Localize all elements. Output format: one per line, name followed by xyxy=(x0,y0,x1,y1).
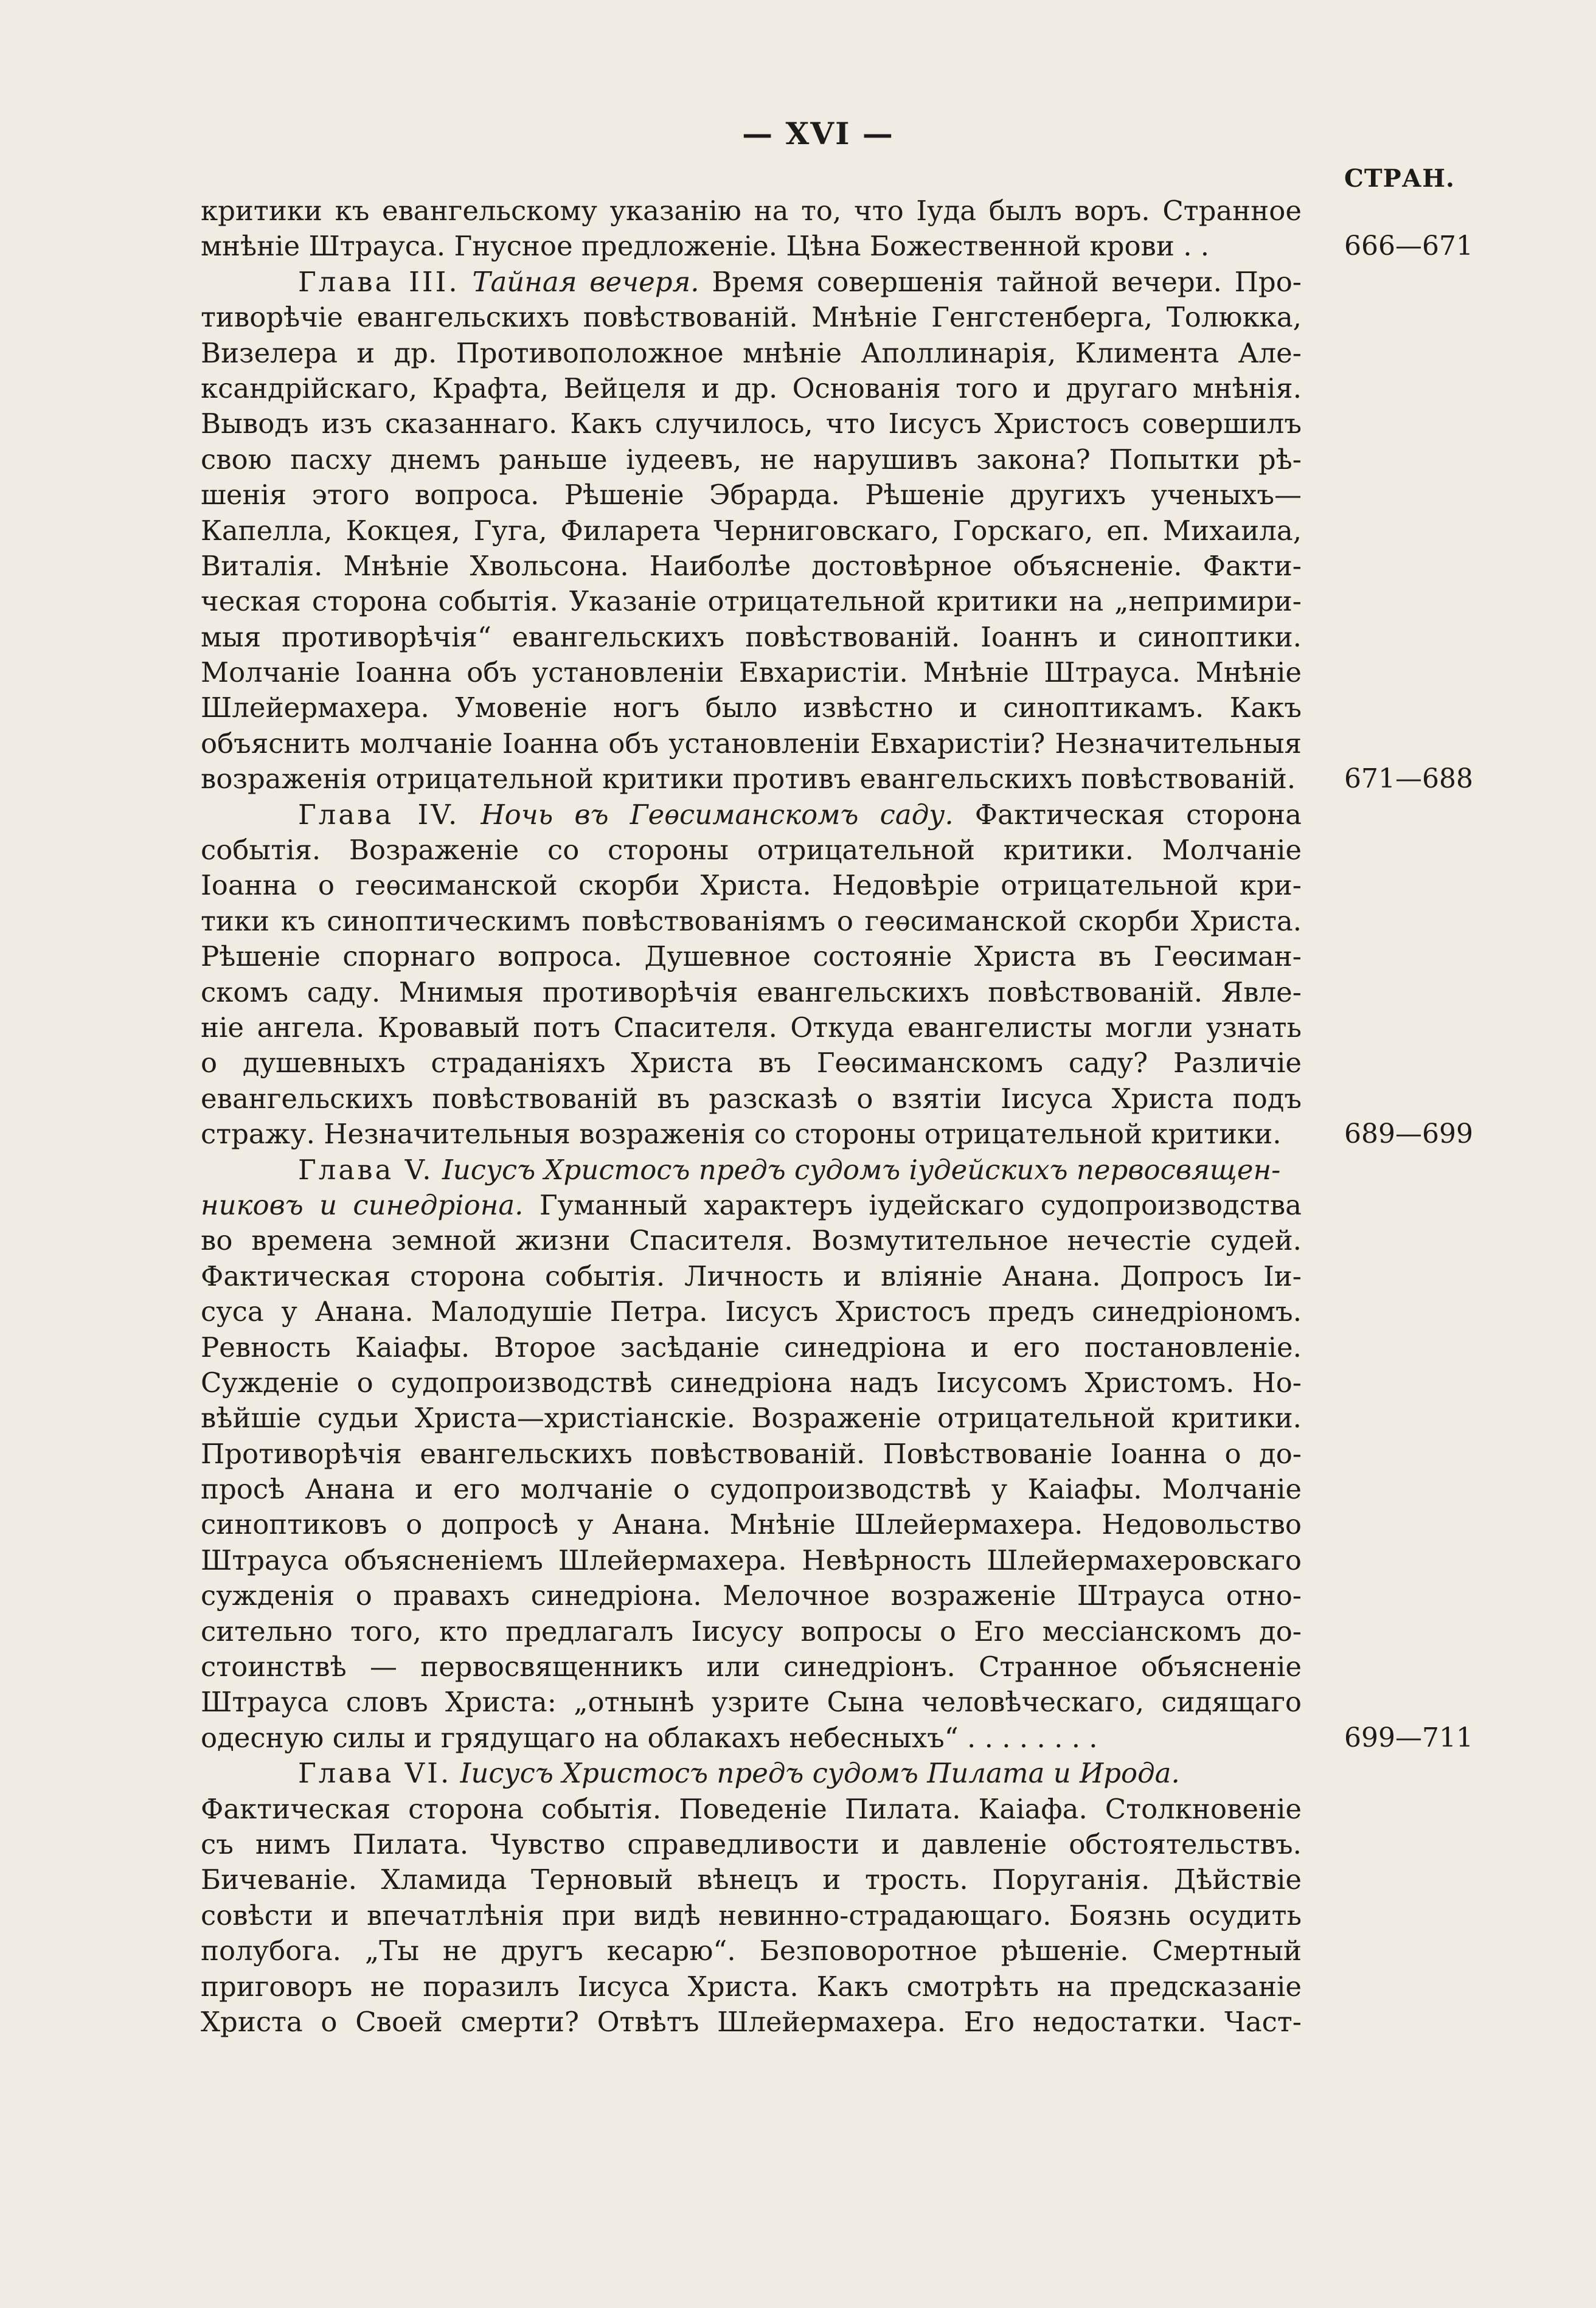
line-text: шенія этого вопроса. Рѣшеніе Эбрарда. Рѣшеніе другихъ ученыхъ— xyxy=(201,479,1302,511)
text-line xyxy=(201,1188,1302,1223)
line-text: Ревность Каіафы. Второе засѣданіе синедріона и его постановленіе. xyxy=(201,1331,1302,1364)
chapter-label: Глава V. xyxy=(298,1153,434,1186)
line-text: Молчаніе Іоанна объ установленіи Евхаристіи. Мнѣніе Штрауса. Мнѣніе xyxy=(201,656,1302,689)
page-range: 666—671 xyxy=(1344,230,1473,262)
page-number: — XVI — xyxy=(742,116,894,151)
line-text: одесную силы и грядущаго на облакахъ небесныхъ“ . . . . . . . . xyxy=(201,1721,1098,1754)
text-line xyxy=(201,1685,1302,1720)
line-text: суса у Анана. Малодушіе Петра. Іисусъ Христосъ предъ синедріономъ. xyxy=(201,1295,1302,1328)
line-text: событія. Возраженіе со стороны отрицательной критики. Молчаніе xyxy=(201,834,1302,867)
page-range: 699—711 xyxy=(1344,1722,1473,1753)
pages-column-label: СТРАН. xyxy=(1344,164,1455,193)
text-line xyxy=(201,1401,1302,1436)
text-line xyxy=(201,193,1302,229)
line-text: евангельскихъ повѣствованій въ разсказѣ о взятіи Іисуса Христа подъ xyxy=(201,1082,1302,1115)
line-text: Штрауса объясненіемъ Шлейермахера. Невѣрность Шлейермахеровскаго xyxy=(201,1544,1302,1576)
text-line xyxy=(201,1578,1302,1613)
text-line xyxy=(201,975,1302,1010)
line-text: тики къ синоптическимъ повѣствованіямъ о геѳсиманской скорби Христа. xyxy=(201,904,1302,937)
line-text: совѣсти и впечатлѣнія при видѣ невинно-страдающаго. Боязнь осудить xyxy=(201,1899,1302,1932)
chapter-title: никовъ и синедріона. xyxy=(201,1188,524,1221)
line-text: Визелера и др. Противоположное мнѣніе Аполлинарія, Климента Але- xyxy=(201,336,1302,369)
line-text: Христа о Своей смерти? Отвѣтъ Шлейермахера. Его недостатки. Част- xyxy=(201,2005,1302,2038)
text-line xyxy=(201,1045,1302,1081)
line-text: ческая сторона событія. Указаніе отрицательной критики на „непримири- xyxy=(201,585,1302,618)
text-line xyxy=(201,1649,1302,1685)
page-range: 689—699 xyxy=(1344,1118,1473,1150)
line-text: стоинствѣ — первосвященникъ или синедріонъ. Странное объясненіе xyxy=(201,1651,1302,1683)
line-text: мнѣніе Штрауса. Гнусное предложеніе. Цѣна Божественной крови . . xyxy=(201,230,1210,263)
text-line xyxy=(201,1507,1302,1542)
text-line xyxy=(201,1721,1473,1756)
text-line xyxy=(201,1259,1302,1294)
text-line xyxy=(201,655,1302,690)
text-line xyxy=(201,1010,1302,1045)
line-text: Гуманный характеръ іудейскаго судопроизводства xyxy=(539,1188,1302,1221)
text-line xyxy=(201,300,1302,335)
line-text: Бичеваніе. Хламида Терновый вѣнецъ и трость. Поруганія. Дѣйствіе xyxy=(201,1863,1302,1896)
text-line xyxy=(201,371,1302,406)
line-text: свою пасху днемъ раньше іудеевъ, не нарушивъ закона? Попытки рѣ- xyxy=(201,443,1302,476)
text-line xyxy=(201,1223,1302,1258)
page-range: 671—688 xyxy=(1344,763,1473,795)
line-text: Выводъ изъ сказаннаго. Какъ случилось, что Іисусъ Христосъ совершилъ xyxy=(201,407,1302,440)
line-text: Фактическая сторона событія. Поведеніе Пилата. Каіафа. Столкновеніе xyxy=(201,1792,1302,1825)
text-line xyxy=(201,406,1302,442)
line-text: синоптиковъ о допросѣ у Анана. Мнѣніе Шлейермахера. Недовольство xyxy=(201,1508,1302,1541)
text-line xyxy=(201,1898,1302,1933)
text-line xyxy=(201,584,1302,619)
text-line xyxy=(201,1756,1302,1791)
text-line xyxy=(201,1472,1302,1507)
text-line xyxy=(201,1152,1302,1188)
line-text: Противорѣчія евангельскихъ повѣствованій. Повѣствованіе Іоанна о до- xyxy=(201,1437,1302,1470)
line-text: Шлейермахера. Умовеніе ногъ было извѣстно и синоптикамъ. Какъ xyxy=(201,691,1302,724)
text-line xyxy=(201,1436,1302,1472)
table-of-contents-text xyxy=(201,193,1473,2040)
chapter-title: Ночь въ Геѳсиманскомъ саду. xyxy=(481,798,954,831)
text-line xyxy=(201,761,1473,797)
text-line xyxy=(201,1330,1302,1365)
text-line xyxy=(201,265,1302,300)
line-text: критики къ евангельскому указанію на то, что Іуда былъ воръ. Странное xyxy=(201,195,1302,227)
text-line xyxy=(201,1294,1302,1329)
line-text: полубога. „Ты не другъ кесарю“. Безповоротное рѣшеніе. Смертный xyxy=(201,1935,1302,1967)
text-line xyxy=(201,904,1302,939)
line-text: Фактическая сторона событія. Личность и вліяніе Анана. Допросъ Іи- xyxy=(201,1260,1302,1292)
line-text: стражу. Незначительныя возраженія со стороны отрицательной критики. xyxy=(201,1118,1282,1151)
line-text: о душевныхъ страданіяхъ Христа въ Геѳсиманскомъ саду? Различіе xyxy=(201,1047,1302,1079)
line-text: сительно того, кто предлагалъ Іисусу вопросы о Его мессіанскомъ до- xyxy=(201,1615,1302,1648)
line-text: приговоръ не поразилъ Іисуса Христа. Какъ смотрѣть на предсказаніе xyxy=(201,1970,1302,2003)
line-text: Рѣшеніе спорнаго вопроса. Душевное состояніе Христа въ Геѳсиман- xyxy=(201,940,1302,973)
text-line xyxy=(201,690,1302,726)
text-line xyxy=(201,477,1302,513)
line-text: Виталія. Мнѣніе Хвольсона. Наиболѣе достовѣрное объясненіе. Факти- xyxy=(201,549,1302,582)
text-line xyxy=(201,1933,1302,1969)
line-text: ксандрійскаго, Крафта, Вейцеля и др. Основанія того и другаго мнѣнія. xyxy=(201,372,1302,404)
text-line xyxy=(201,1969,1302,2005)
text-line xyxy=(201,1081,1302,1117)
chapter-title: Іисусъ Христосъ предъ судомъ іудейскихъ первосвящен- xyxy=(442,1153,1281,1186)
text-line xyxy=(201,1365,1302,1401)
text-line xyxy=(201,1792,1302,1827)
text-line xyxy=(201,513,1302,549)
line-text: Сужденіе о судопроизводствѣ синедріона надъ Іисусомъ Христомъ. Но- xyxy=(201,1366,1302,1399)
chapter-title: Іисусъ Христосъ предъ судомъ Пилата и Ирода. xyxy=(460,1757,1180,1790)
text-line xyxy=(201,620,1302,655)
text-line xyxy=(201,229,1473,264)
text-line xyxy=(201,1862,1302,1897)
text-line xyxy=(201,833,1302,868)
line-text: мыя противорѣчія“ евангельскихъ повѣствованій. Іоаннъ и синоптики. xyxy=(201,620,1302,653)
text-line xyxy=(201,726,1302,761)
text-line xyxy=(201,1117,1473,1152)
line-text: Время совершенія тайной вечери. Про- xyxy=(712,265,1302,298)
chapter-title: Тайная вечеря. xyxy=(472,265,699,298)
line-text: Капелла, Кокцея, Гуга, Филарета Черниговскаго, Горскаго, еп. Михаила, xyxy=(201,514,1302,547)
chapter-label: Глава IV. xyxy=(298,798,460,831)
text-line xyxy=(201,549,1302,584)
line-text: Фактическая сторона xyxy=(974,798,1302,831)
line-text: Штрауса словъ Христа: „отнынѣ узрите Сына человѣческаго, сидящаго xyxy=(201,1686,1302,1719)
text-line xyxy=(201,1543,1302,1578)
text-line xyxy=(201,1827,1302,1862)
text-line xyxy=(201,1614,1302,1649)
line-text: просѣ Анана и его молчаніе о судопроизводствѣ у Каіафы. Молчаніе xyxy=(201,1473,1302,1506)
line-text: возраженія отрицательной критики противъ евангельскихъ повѣствованій. xyxy=(201,763,1296,795)
line-text: съ нимъ Пилата. Чувство справедливости и давленіе обстоятельствъ. xyxy=(201,1828,1302,1860)
line-text: во времена земной жизни Спасителя. Возмутительное нечестіе судей. xyxy=(201,1224,1302,1257)
line-text: сужденія о правахъ синедріона. Мелочное возраженіе Штрауса отно- xyxy=(201,1579,1302,1612)
text-line xyxy=(201,442,1302,477)
text-line xyxy=(201,797,1302,833)
text-line xyxy=(201,2005,1302,2040)
text-line xyxy=(201,336,1302,371)
line-text: Іоанна о геѳсиманской скорби Христа. Недовѣріе отрицательной кри- xyxy=(201,869,1302,902)
line-text: вѣйшіе судьи Христа—христіанскіе. Возраженіе отрицательной критики. xyxy=(201,1402,1302,1435)
chapter-label: Глава III. xyxy=(298,265,460,298)
line-text: тиворѣчіе евангельскихъ повѣствованій. Мнѣніе Генгстенберга, Толюкка, xyxy=(201,301,1302,334)
text-line xyxy=(201,939,1302,974)
text-line xyxy=(201,868,1302,903)
chapter-label: Глава VI. xyxy=(298,1757,452,1790)
line-text: объяснить молчаніе Іоанна объ установленіи Евхаристіи? Незначительныя xyxy=(201,727,1302,760)
line-text: ніе ангела. Кровавый потъ Спасителя. Откуда евангелисты могли узнать xyxy=(201,1011,1302,1044)
line-text: скомъ саду. Мнимыя противорѣчія евангельскихъ повѣствованій. Явле- xyxy=(201,976,1302,1008)
